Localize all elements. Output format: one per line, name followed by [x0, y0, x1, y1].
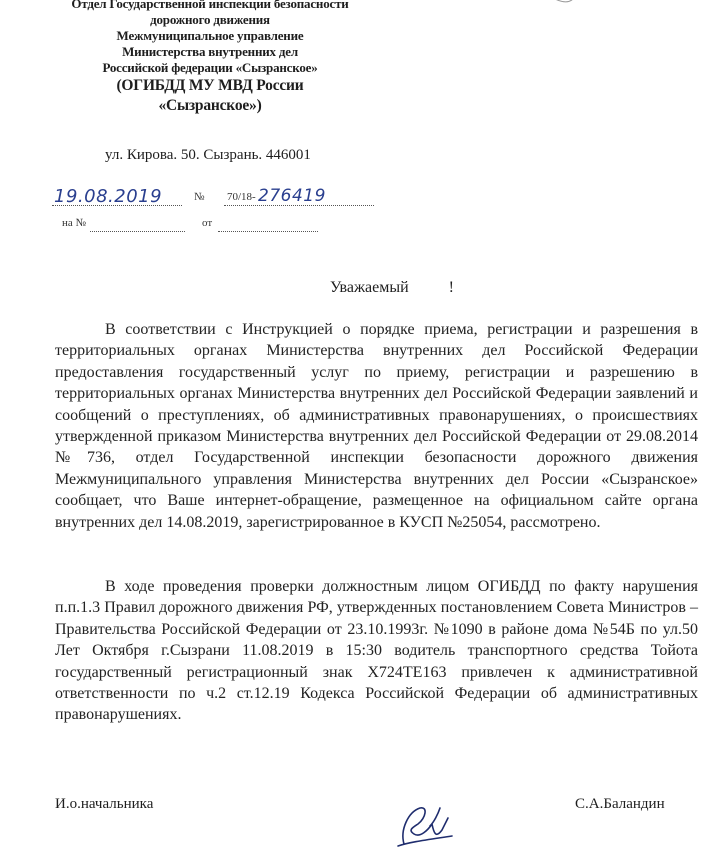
sender-address: ул. Кирова. 50. Сызрань. 446001	[105, 147, 311, 163]
date-underline	[52, 205, 182, 206]
header-line: дорожного движения	[150, 12, 270, 27]
header-line: Российской федерации «Сызранское»	[102, 60, 318, 75]
header-line: Министерства внутренних дел	[122, 44, 298, 59]
greeting: Уважаемый !	[330, 279, 454, 296]
header-abbrev-2: «Сызранское»)	[158, 97, 262, 114]
registration-date: 19.08.2019	[54, 186, 163, 207]
number-prefix: 70/18-	[227, 191, 256, 203]
number-label: №	[194, 191, 205, 203]
from-underline	[218, 231, 318, 232]
ref-underline	[90, 231, 185, 232]
scan-mark-icon	[520, 0, 580, 10]
header-abbrev-1: (ОГИБДД МУ МВД России	[116, 77, 304, 94]
letterhead	[40, 0, 380, 116]
signatory-name: С.А.Баландин	[575, 796, 665, 812]
handwritten-signature-icon	[390, 800, 460, 852]
registration-number: 276419	[258, 186, 326, 206]
body-paragraph-1: В соответствии с Инструкцией о порядке приема, регистрации и разрешения в территориальных органах Министерства внутренних дел Российской Федерации предоставления государственный услуг по приему, регистрации и разрешению в территориальных органах Министерства внутренних дел Российской Федерации заявлений и сообщений о преступлениях, об административных правонарушениях, о происшествиях утвержденной приказом Министерства внутренних дел Российской Федерации от 29.08.2014 №736, отдел Государственной инспекции безопасности дорожного движения Межмуниципального управления Министерства внутренних дел России «Сызранское» сообщает, что Ваше интернет-обращение, размещенное на официальном сайте органа внутренних дел 14.08.2019, зарегистрированное в КУСП №25054, рассмотрено.	[55, 321, 698, 531]
number-underline	[224, 205, 374, 206]
from-label: от	[202, 217, 213, 229]
signatory-position: И.о.начальника	[55, 796, 154, 812]
header-line: Отдел Государственной инспекции безопасности	[71, 0, 349, 11]
header-line: Межмуниципальное управление	[116, 28, 304, 43]
ref-label: на №	[62, 217, 87, 229]
body-paragraph-2: В ходе проведения проверки должностным лицом ОГИБДД по факту нарушения п.п.1.3 Правил дорожного движения РФ, утвержденных постановлением Совета Министров – Правительства Российской Федерации от 23.10.1993г. №1090 в районе дома №54Б по ул.50 Лет Октября г.Сызрани 11.08.2019 в 15:30 водитель транспортного средства Тойота государственный регистрационный знак Х724ТЕ163 привлечен к административной ответственности по ч.2 ст.12.19 Кодекса Российской Федерации об административных правонарушениях.	[55, 578, 698, 724]
